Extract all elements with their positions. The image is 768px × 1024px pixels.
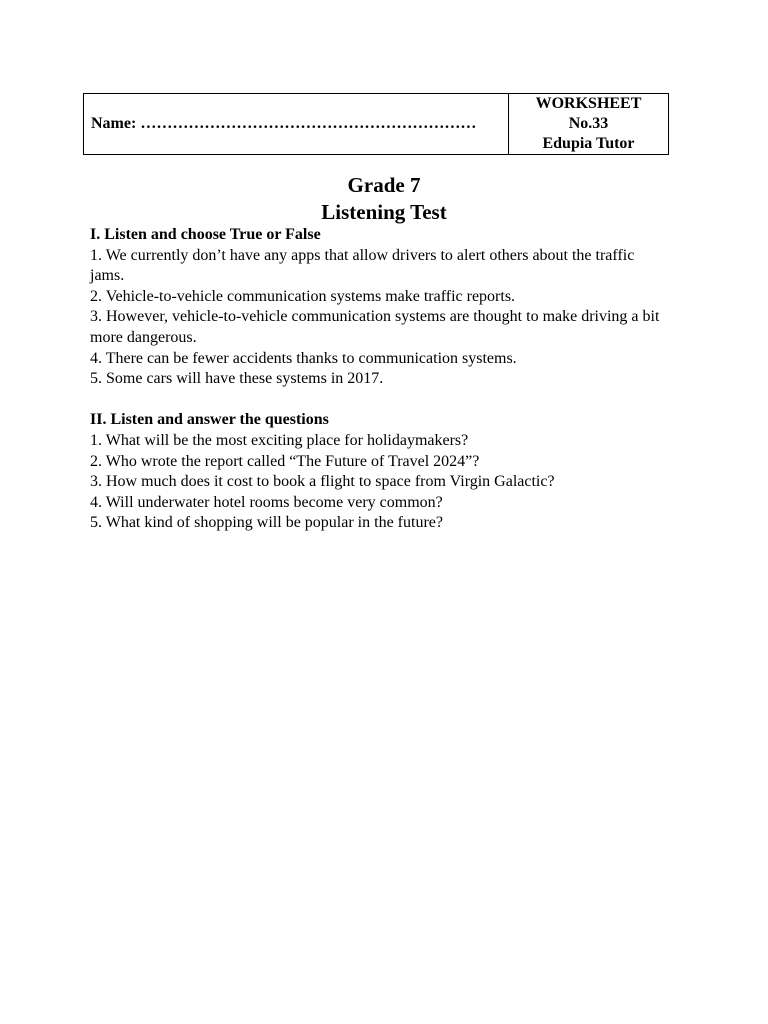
section-true-false	[90, 225, 660, 390]
name-label: Name: ………………………………………………………	[91, 115, 477, 132]
worksheet-number: No.33	[568, 115, 609, 132]
section-heading: I. Listen and choose True or False	[90, 226, 321, 243]
page-title-block	[0, 172, 768, 226]
section-spacer	[90, 390, 660, 411]
list-item: 5. What kind of shopping will be popular in the future?	[90, 514, 443, 532]
worksheet-label: WORKSHEET	[535, 95, 642, 112]
worksheet-body	[90, 225, 660, 534]
grade-title: Grade 7	[347, 173, 421, 197]
list-item: 2. Vehicle-to-vehicle communication systems make traffic reports.	[90, 287, 516, 305]
student-name-field	[84, 94, 509, 155]
list-item: 1. We currently don’t have any apps that allow drivers to alert others about the traffic jams.	[90, 246, 635, 285]
worksheet-info-cell	[509, 94, 669, 155]
test-title: Listening Test	[321, 200, 447, 224]
list-item: 5. Some cars will have these systems in 2017.	[90, 370, 384, 388]
list-item: 1. What will be the most exciting place for holidaymakers?	[90, 431, 469, 449]
list-item: 3. How much does it cost to book a flight to space from Virgin Galactic?	[90, 473, 555, 491]
list-item: 4. Will underwater hotel rooms become very common?	[90, 493, 443, 511]
worksheet-header-table	[83, 93, 669, 155]
list-item: 3. However, vehicle-to-vehicle communication systems are thought to make driving a bit more dangerous.	[90, 308, 660, 346]
section-questions	[90, 410, 660, 534]
list-item: 4. There can be fewer accidents thanks to communication systems.	[90, 349, 517, 367]
list-item: 2. Who wrote the report called “The Future of Travel 2024”?	[90, 452, 480, 470]
section-heading: II. Listen and answer the questions	[90, 411, 329, 429]
worksheet-provider: Edupia Tutor	[542, 135, 635, 152]
